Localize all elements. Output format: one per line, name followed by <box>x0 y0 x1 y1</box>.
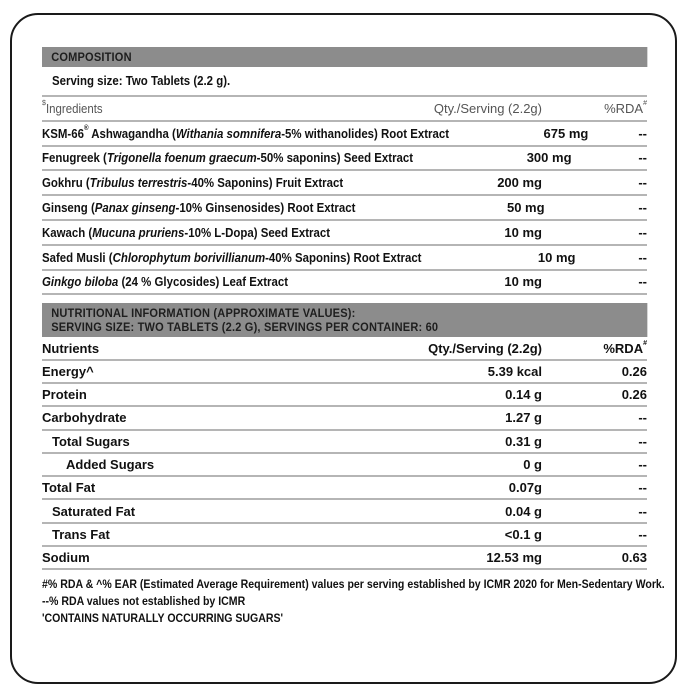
nutrient-rda: -- <box>638 480 647 496</box>
label-content <box>42 47 665 627</box>
ingredient-qty: 10 mg <box>504 274 542 290</box>
ingredient-paren: ( <box>82 175 90 191</box>
footnote-not-established <box>42 593 647 610</box>
ingredient-common-name: Fenugreek <box>42 150 100 166</box>
ingredient-name <box>42 175 392 190</box>
nutrient-rda: -- <box>638 457 647 472</box>
rda-column-header <box>542 101 647 116</box>
ingredient-common-name: Kawach <box>42 224 86 240</box>
ingredient-extract-detail: -10% L-Dopa) Seed Extract <box>184 224 331 240</box>
nutrient-rda: 0.26 <box>621 387 647 403</box>
nutrition-title-line1: NUTRITIONAL INFORMATION (APPROXIMATE VALUES): <box>51 306 356 321</box>
nutrient-name: Trans Fat <box>52 526 110 542</box>
ingredient-row <box>42 246 647 271</box>
nutrient-name: Carbohydrate <box>42 410 127 426</box>
hash-mark: # <box>643 339 647 347</box>
nutrient-row <box>42 361 647 384</box>
ingredient-botanical-name: Trigonella foenum graecum <box>106 150 257 166</box>
nutrient-name: Total Fat <box>42 480 96 496</box>
nutrient-row <box>42 407 647 430</box>
nutrition-table-header <box>42 337 647 360</box>
nutrition-table <box>42 337 647 570</box>
nutrient-row <box>42 477 647 500</box>
nutrient-rda: -- <box>638 526 647 542</box>
ingredient-name <box>42 126 505 141</box>
rda-column-header <box>542 341 647 356</box>
registered-mark: ® <box>83 124 89 132</box>
nutrient-row <box>42 500 647 523</box>
ingredient-name <box>42 225 392 240</box>
ingredient-botanical-name: Chlorophytum borivillianum <box>112 249 266 265</box>
ingredient-botanical-name: Tribulus terrestris <box>89 175 188 191</box>
ingredient-botanical-name: Ginkgo biloba <box>42 274 119 290</box>
nutrient-rda: -- <box>638 503 647 519</box>
nutrient-name: Saturated Fat <box>52 503 136 519</box>
ingredient-rda: -- <box>638 249 647 265</box>
ingredient-qty: 200 mg <box>497 175 542 191</box>
ingredient-extract-detail: -40% Saponins) Root Extract <box>265 249 422 265</box>
nutrient-row <box>42 524 647 547</box>
nutrient-qty: 0.04 g <box>505 503 542 519</box>
ingredient-extract-detail: -10% Ginsenosides) Root Extract <box>175 200 356 216</box>
nutrient-qty: 0.31 g <box>505 433 542 449</box>
nutrient-qty: 12.53 mg <box>486 550 542 566</box>
ingredient-rda: -- <box>638 150 647 166</box>
qty-column-header <box>392 101 542 116</box>
dollar-mark: $ <box>42 99 46 107</box>
ingredient-extract-detail: -5% withanolides) Root Extract <box>281 125 450 141</box>
nutrient-name: Protein <box>42 387 87 403</box>
footnote-sugars <box>42 610 647 627</box>
ingredients-column-header <box>42 101 392 116</box>
footnote-rda-text: #% RDA & ^% EAR (Estimated Average Requirement) values per serving established by ICMR 2020 for Men-Sedentary Work. <box>42 577 665 592</box>
qty-label: Qty./Serving (2.2g) <box>433 100 542 116</box>
composition-header <box>42 47 647 67</box>
ingredient-botanical-name: Panax ginseng <box>94 200 176 216</box>
ingredient-common-name: Gokhru <box>42 175 83 191</box>
nutrient-row <box>42 454 647 477</box>
qty-column-header <box>392 341 542 356</box>
nutrient-qty: 0.07g <box>508 480 542 496</box>
ingredient-rda: -- <box>638 200 647 216</box>
nutrient-name: Energy^ <box>42 363 94 379</box>
ingredients-label: Ingredients <box>45 100 103 116</box>
nutrient-rda: -- <box>638 410 647 426</box>
nutrient-qty: 1.27 g <box>505 410 542 426</box>
footnote-sugars-text: 'CONTAINS NATURALLY OCCURRING SUGARS' <box>42 611 284 626</box>
nutrient-qty: 0 g <box>523 457 542 472</box>
ingredient-paren: Ashwagandha ( <box>88 125 176 141</box>
ingredient-paren: ( <box>85 224 93 240</box>
ingredient-row <box>42 171 647 196</box>
nutrition-title-line2: SERVING SIZE: TWO TABLETS (2.2 G), SERVINGS PER CONTAINER: 60 <box>51 320 439 335</box>
rda-label: %RDA <box>603 340 644 356</box>
composition-table <box>42 97 647 295</box>
footnotes <box>42 576 665 627</box>
nutrient-name: Sodium <box>42 550 90 566</box>
ingredient-common-name: KSM-66 <box>42 125 84 141</box>
ingredient-row <box>42 147 647 172</box>
nutrient-rda: 0.63 <box>621 550 647 566</box>
ingredient-rda: -- <box>638 175 647 191</box>
ingredient-row <box>42 122 647 147</box>
nutrition-header <box>42 303 647 337</box>
ingredient-name <box>42 150 464 165</box>
ingredient-qty: 50 mg <box>506 200 545 216</box>
ingredient-common-name: Safed Musli <box>42 249 106 265</box>
rda-label: %RDA <box>604 100 644 116</box>
ingredient-extract-detail: -50% saponins) Seed Extract <box>256 150 414 166</box>
serving-size <box>42 67 647 97</box>
ingredient-name <box>42 250 473 265</box>
ingredient-row <box>42 196 647 221</box>
ingredient-qty: 300 mg <box>526 150 572 166</box>
composition-table-header <box>42 97 647 122</box>
ingredient-paren: ( <box>105 249 113 265</box>
nutrient-qty: <0.1 g <box>504 526 542 542</box>
footnote-rda <box>42 576 665 593</box>
ingredient-paren: ( <box>99 150 107 166</box>
ingredient-extract-detail: (24 % Glycosides) Leaf Extract <box>118 274 289 290</box>
nutrient-rda: 0.26 <box>621 363 647 379</box>
qty-label: Qty./Serving (2.2g) <box>428 340 542 356</box>
nutrient-name: Added Sugars <box>66 457 155 472</box>
nutrient-row <box>42 431 647 454</box>
ingredient-paren: ( <box>87 200 95 216</box>
ingredient-botanical-name: Mucuna pruriens <box>92 224 185 240</box>
nutrients-column-header: Nutrients <box>42 340 100 356</box>
ingredient-qty: 10 mg <box>537 249 576 265</box>
ingredient-rda: -- <box>638 224 647 240</box>
ingredient-name <box>42 274 392 289</box>
ingredient-extract-detail: -40% Saponins) Fruit Extract <box>187 175 344 191</box>
hash-mark: # <box>643 99 647 107</box>
serving-size-text: Serving size: Two Tablets (2.2 g). <box>52 73 231 88</box>
nutrient-qty: 5.39 kcal <box>487 363 542 379</box>
ingredient-row <box>42 221 647 246</box>
ingredient-row <box>42 271 647 296</box>
nutrient-row <box>42 547 647 570</box>
ingredient-common-name: Ginseng <box>42 200 88 216</box>
nutrient-name: Total Sugars <box>52 433 130 449</box>
ingredient-rda: -- <box>638 125 647 141</box>
nutrient-row <box>42 384 647 407</box>
ingredient-rda: -- <box>638 274 647 290</box>
ingredient-qty: 10 mg <box>504 224 542 240</box>
ingredient-name <box>42 200 398 215</box>
ingredient-botanical-name: Withania somnifera <box>175 125 282 141</box>
nutrient-rda: -- <box>638 433 647 449</box>
footnote-not-established-text: --% RDA values not established by ICMR <box>42 594 246 609</box>
ingredient-qty: 675 mg <box>543 125 589 141</box>
nutrient-qty: 0.14 g <box>505 387 542 403</box>
composition-title: COMPOSITION <box>51 50 132 64</box>
